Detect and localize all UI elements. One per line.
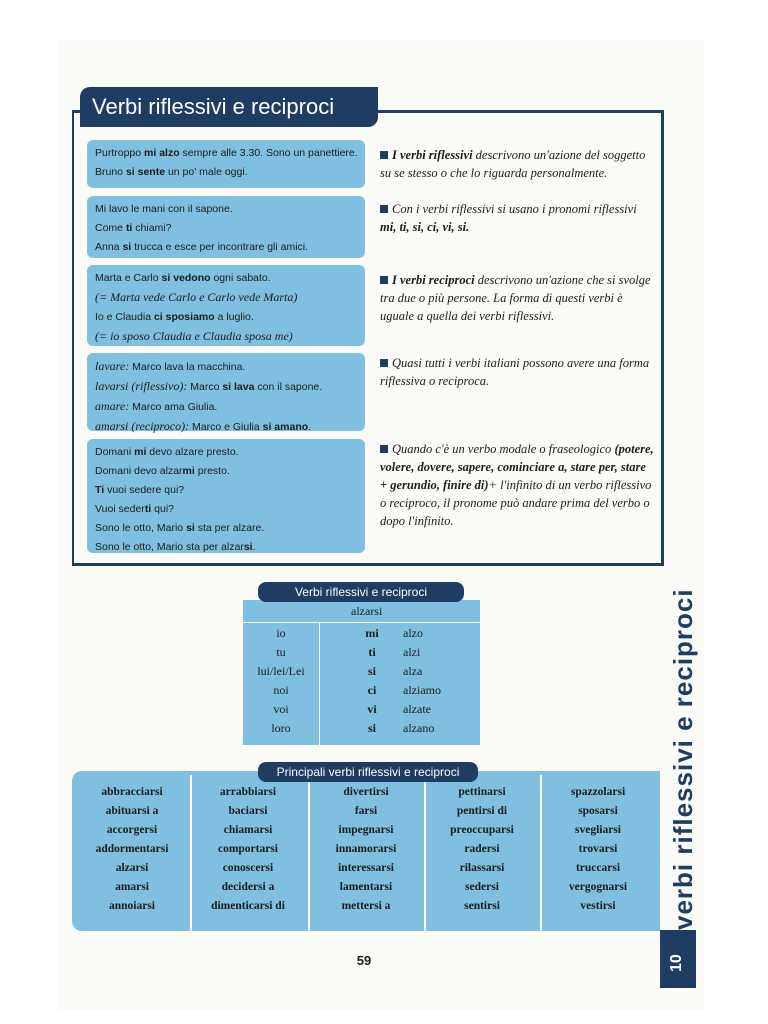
example-text: vuoi sedere qui? (104, 484, 185, 496)
example-line (95, 500, 357, 519)
verb-item: farsi (354, 805, 378, 817)
rule-text: I verbi riflessivi (392, 148, 473, 162)
verb-item: pentirsi di (456, 805, 508, 817)
conjugation-infinitive: alzarsi (351, 604, 383, 618)
example-text: Come (95, 222, 126, 234)
example-line (95, 443, 357, 462)
verb-item: sedersi (465, 881, 499, 893)
example-line (95, 538, 357, 557)
conjugation-pronoun: mi (365, 626, 379, 640)
bullet-square-icon (380, 276, 388, 284)
example-text: devo alzare presto. (146, 446, 239, 458)
example-text: Bruno (95, 166, 126, 178)
example-text: Domani devo alzar (95, 465, 183, 477)
conjugation-person: tu (276, 645, 286, 659)
page-title: Verbi riflessivi e reciproci (80, 87, 378, 127)
verbs-list-title: Principali verbi riflessivi e reciproci (258, 762, 478, 782)
verb-item: pettinarsi (458, 786, 506, 798)
verb-item: spazzolarsi (570, 786, 626, 798)
conjugation-row (243, 721, 480, 740)
rule-text: Con i verbi riflessivi si usano i pronomi riflessivi (392, 202, 637, 216)
rule-5 (380, 440, 656, 530)
bullet-square-icon (380, 205, 388, 213)
example-line (95, 417, 357, 437)
verb-item: preoccuparsi (450, 824, 514, 836)
example-line (95, 462, 357, 481)
example-text: ogni sabato. (210, 272, 271, 284)
example-text: presto. (194, 465, 230, 477)
example-text: un po' male oggi. (165, 166, 248, 178)
verb-item: chiamarsi (223, 824, 273, 836)
conjugation-row (243, 626, 480, 645)
verbs-column (310, 783, 422, 916)
verb-item: divertirsi (343, 786, 389, 798)
verb-item: sposarsi (578, 805, 618, 817)
conjugation-person: lui/lei/Lei (257, 664, 305, 678)
example-text: si (186, 522, 195, 534)
conjugation-person: io (276, 626, 286, 640)
conjugation-row (243, 683, 480, 702)
verb-item: rilassarsi (459, 862, 505, 874)
conjugation-table (243, 600, 480, 745)
verb-item: annoiarsi (108, 900, 155, 912)
example-text: Marco ama Giulia. (129, 401, 218, 413)
conjugation-form: alzano (403, 721, 435, 735)
conjugation-form: alzo (403, 626, 423, 640)
example-text: Anna (95, 241, 123, 253)
verbs-list-box (72, 771, 660, 931)
example-line (95, 219, 357, 238)
example-text: Mi lavo le mani con il sapone. (95, 203, 233, 215)
verb-item: arrabbiarsi (219, 786, 277, 798)
verb-item: truccarsi (575, 862, 621, 874)
verb-item: dimenticarsi di (211, 900, 285, 912)
conjugation-person: noi (273, 683, 289, 697)
example-text: ci sposiamo (153, 311, 215, 323)
example-text: si amano (262, 421, 309, 433)
example-block-4 (87, 353, 365, 431)
rule-text: Quasi tutti i verbi italiani possono avere una forma riflessiva o reciproca. (380, 356, 650, 388)
verb-item: comportarsi (217, 843, 279, 855)
example-text: (= Marta vede Carlo e Carlo vede Marta) (95, 290, 298, 304)
example-text: Vuoi seder (95, 503, 145, 515)
verb-item: decidersi a (221, 881, 275, 893)
verb-item: interessarsi (337, 862, 394, 874)
example-text: lavarsi (riflessivo): (95, 379, 188, 393)
chapter-number: 10 (668, 954, 685, 972)
example-block-5 (87, 439, 365, 553)
example-line (95, 144, 357, 163)
example-block-1 (87, 140, 365, 188)
bullet-square-icon (380, 445, 388, 453)
example-line (95, 238, 357, 257)
example-text: Marco (187, 381, 223, 393)
example-text: Domani (95, 446, 135, 458)
conjugation-row (243, 702, 480, 721)
example-text: amare: (95, 399, 130, 413)
verbs-column (426, 783, 538, 916)
rule-3 (380, 271, 656, 325)
verb-item: impegnarsi (338, 824, 394, 836)
conjugation-row (243, 645, 480, 664)
verb-item: addormentarsi (95, 843, 169, 855)
example-text: si sente (125, 166, 166, 178)
conjugation-person: voi (273, 702, 289, 716)
example-text: Purtroppo (95, 147, 145, 159)
example-text: (= io sposo Claudia e Claudia sposa me) (95, 329, 293, 343)
verb-item: baciarsi (228, 805, 268, 817)
example-text: chiami? (132, 222, 172, 234)
verb-item: vergognarsi (568, 881, 628, 893)
verb-item: innamorarsi (335, 843, 397, 855)
chapter-side-tab (660, 530, 700, 1000)
verb-item: radersi (464, 843, 500, 855)
example-text: . (308, 421, 312, 433)
bullet-square-icon (380, 151, 388, 159)
verb-item: amarsi (115, 881, 149, 893)
conjugation-form: alza (403, 664, 423, 678)
rule-1 (380, 146, 656, 182)
chapter-number-badge (660, 930, 696, 988)
example-line (95, 308, 357, 327)
example-text: lavare: (95, 359, 130, 373)
example-text: si vedono (161, 272, 211, 284)
rule-text: + l'infinito di un verbo riflessivo o reciproco, il pronome può andare prima del verbo o dopo l'infinito. (380, 478, 652, 528)
example-line (95, 200, 357, 219)
rule-text: I verbi reciproci (392, 273, 475, 287)
example-line (95, 269, 357, 288)
verb-item: conoscersi (222, 862, 274, 874)
rule-text: descrivono un'azione che si svolge tra due o più persone. La forma di questi verbi è uguale a quella dei verbi riflessivi. (380, 273, 651, 323)
example-text: Marco lava la macchina. (129, 361, 246, 373)
verb-item: lamentarsi (339, 881, 393, 893)
example-text: Marco e Giulia (189, 421, 263, 433)
verb-item: vestirsi (580, 900, 616, 912)
example-line (95, 481, 357, 500)
example-text: qui? (151, 503, 175, 515)
conjugation-pronoun: ti (368, 645, 376, 659)
page-number: 59 (356, 953, 372, 968)
conjugation-pronoun: si (367, 664, 376, 678)
verb-item: abbracciarsi (101, 786, 163, 798)
example-text: Marta e Carlo (95, 272, 162, 284)
rule-4 (380, 354, 656, 390)
verb-item: sentirsi (464, 900, 500, 912)
verb-item: alzarsi (115, 862, 149, 874)
example-text: mi (182, 465, 195, 477)
example-text: con il sapone. (254, 381, 323, 393)
example-text: . (252, 541, 256, 553)
example-block-3 (87, 265, 365, 346)
example-text: Sono le otto, Mario (95, 522, 187, 534)
verb-item: abituarsi a (105, 805, 159, 817)
example-line (95, 519, 357, 538)
example-line (95, 327, 357, 347)
rule-2 (380, 200, 656, 236)
conjugation-form: alziamo (403, 683, 441, 697)
bullet-square-icon (380, 359, 388, 367)
example-text: trucca e esce per incontrare gli amici. (131, 241, 309, 253)
conjugation-form: alzate (403, 702, 431, 716)
example-text: si (243, 541, 253, 553)
example-text: si lava (222, 381, 255, 393)
example-text: sempre alle 3.30. Sono un panettiere. (179, 147, 358, 159)
rule-text: mi, ti, si, ci, vi, si. (380, 220, 470, 234)
conjugation-title: Verbi riflessivi e reciproci (258, 582, 464, 602)
example-text: si (122, 241, 132, 253)
example-line (95, 288, 357, 308)
verb-item: svegliarsi (575, 824, 621, 836)
example-text: sta per alzare. (194, 522, 265, 534)
conjugation-pronoun: vi (367, 702, 377, 716)
example-line (95, 163, 357, 182)
example-line (95, 377, 357, 397)
verb-item: accorgersi (106, 824, 158, 836)
chapter-title: verbi riflessivi e reciproci (668, 588, 698, 930)
example-text: amarsi (reciproco): (95, 419, 190, 433)
example-text: Sono le otto, Mario sta per alzar (95, 541, 244, 553)
verbs-column (542, 783, 654, 916)
verbs-column (76, 783, 188, 916)
example-line (95, 357, 357, 377)
conjugation-form: alzi (403, 645, 421, 659)
rule-text: descrivono un'azione del soggetto su se stesso o che lo riguarda personalmente. (380, 148, 646, 180)
example-text: mi alzo (144, 147, 180, 159)
example-text: Ti (95, 484, 105, 496)
rule-text: (potere, volere, dovere, sapere, cominciare a, stare per, stare + gerundio, finire di) (380, 442, 654, 492)
example-text: Io e Claudia (95, 311, 154, 323)
conjugation-pronoun: ci (367, 683, 377, 697)
table-divider (243, 622, 480, 623)
example-text: ti (144, 503, 152, 515)
conjugation-pronoun: si (367, 721, 376, 735)
verb-item: mettersi a (341, 900, 391, 912)
example-block-2 (87, 196, 365, 258)
conjugation-person: loro (271, 721, 291, 735)
example-text: a luglio. (214, 311, 254, 323)
conjugation-row (243, 664, 480, 683)
verb-item: trovarsi (578, 843, 618, 855)
verbs-column (192, 783, 304, 916)
rule-text: Quando c'è un verbo modale o fraseologico (392, 442, 615, 456)
example-text: mi (134, 446, 147, 458)
example-text: ti (125, 222, 133, 234)
example-line (95, 397, 357, 417)
